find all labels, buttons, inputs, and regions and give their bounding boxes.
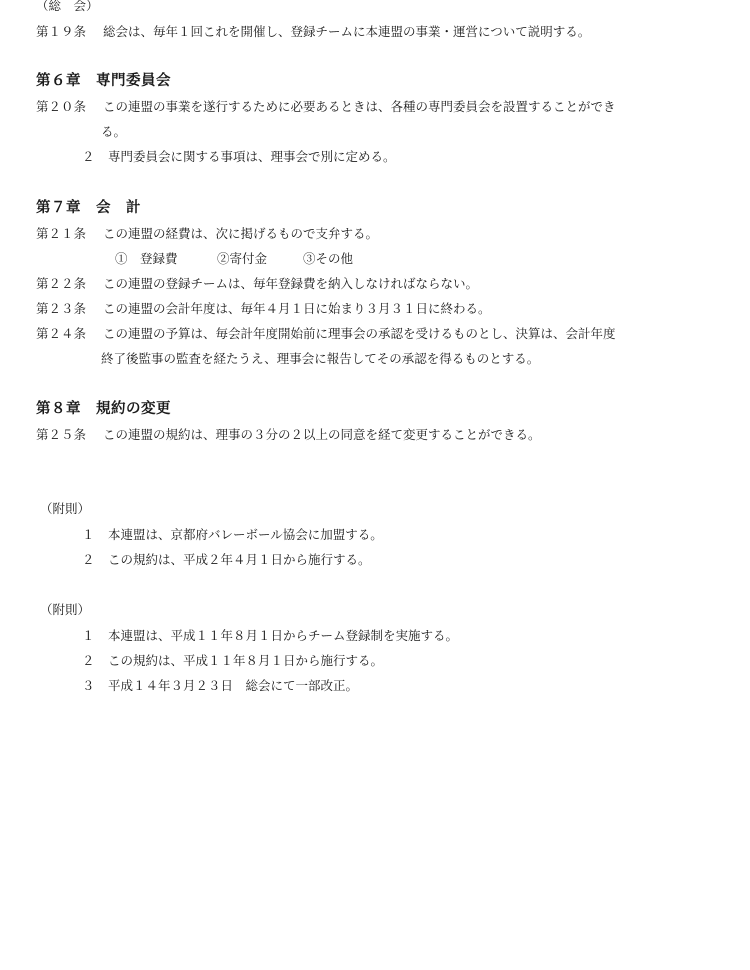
supplementary-item	[0, 529, 750, 545]
item-number: ２	[82, 552, 95, 567]
item-text: この規約は、平成２年４月１日から施行する。	[108, 552, 371, 567]
item-other: ③その他	[303, 251, 354, 266]
article-23	[36, 303, 491, 316]
item-text: この規約は、平成１１年８月１日から施行する。	[108, 653, 384, 668]
article-number: 第２３条	[36, 301, 87, 316]
article-number: 第２０条	[36, 99, 87, 114]
article-22	[36, 278, 478, 291]
supplementary-item	[0, 655, 750, 671]
article-number: 第２４条	[36, 326, 87, 341]
article-20	[36, 101, 616, 114]
article-text: この連盟の会計年度は、毎年４月１日に始まり３月３１日に終わる。	[103, 301, 491, 316]
item-text: 平成１４年３月２３日 総会にて一部改正。	[108, 678, 359, 693]
chapter-6-heading: 第６章 専門委員会	[36, 72, 171, 89]
article-24	[36, 328, 616, 341]
article-21-items	[0, 253, 750, 269]
supplementary-provisions-label: （附則）	[40, 501, 91, 516]
item-text: 本連盟は、平成１１年８月１日からチーム登録制を実施する。	[108, 628, 459, 643]
item-number: １	[82, 527, 95, 542]
chapter-7-heading: 第７章 会 計	[36, 199, 141, 216]
supplementary-provisions-label: （附則）	[40, 602, 91, 617]
item-number: ２	[82, 653, 95, 668]
article-number: 第２１条	[36, 226, 87, 241]
article-21	[36, 228, 378, 241]
paragraph-number: ２	[82, 149, 95, 164]
section-label-general-meeting: （総 会）	[36, 0, 99, 13]
item-donations: ②寄付金	[217, 251, 268, 266]
item-number: ３	[82, 678, 95, 693]
paragraph-text: 専門委員会に関する事項は、理事会で別に定める。	[108, 149, 396, 164]
article-text: この連盟の経費は、次に掲げるもので支弁する。	[103, 226, 379, 241]
supplementary-item	[0, 630, 750, 646]
article-text: この連盟の規約は、理事の３分の２以上の同意を経て変更することができる。	[103, 427, 541, 442]
article-number: 第１９条	[36, 24, 87, 39]
article-25	[36, 429, 541, 442]
supplementary-item	[0, 680, 750, 696]
chapter-8-heading: 第８章 規約の変更	[36, 400, 171, 417]
article-20-continuation: る。	[101, 124, 127, 139]
item-number: １	[82, 628, 95, 643]
item-registration-fee: ① 登録費	[115, 251, 178, 266]
article-24-continuation: 終了後監事の監査を経たうえ、理事会に報告してその承認を得るものとする。	[101, 351, 540, 366]
article-number: 第２５条	[36, 427, 87, 442]
article-20-paragraph-2	[0, 151, 750, 167]
article-text: この連盟の予算は、毎会計年度開始前に理事会の承認を受けるものとし、決算は、会計年度	[103, 326, 616, 341]
article-number: 第２２条	[36, 276, 87, 291]
supplementary-item	[0, 554, 750, 570]
article-text: この連盟の登録チームは、毎年登録費を納入しなければならない。	[103, 276, 479, 291]
article-text: 総会は、毎年１回これを開催し、登録チームに本連盟の事業・運営について説明する。	[103, 24, 591, 39]
article-19	[36, 26, 590, 39]
item-text: 本連盟は、京都府バレーボール協会に加盟する。	[108, 527, 383, 542]
article-text: この連盟の事業を遂行するために必要あるときは、各種の専門委員会を設置することができ	[103, 99, 616, 114]
